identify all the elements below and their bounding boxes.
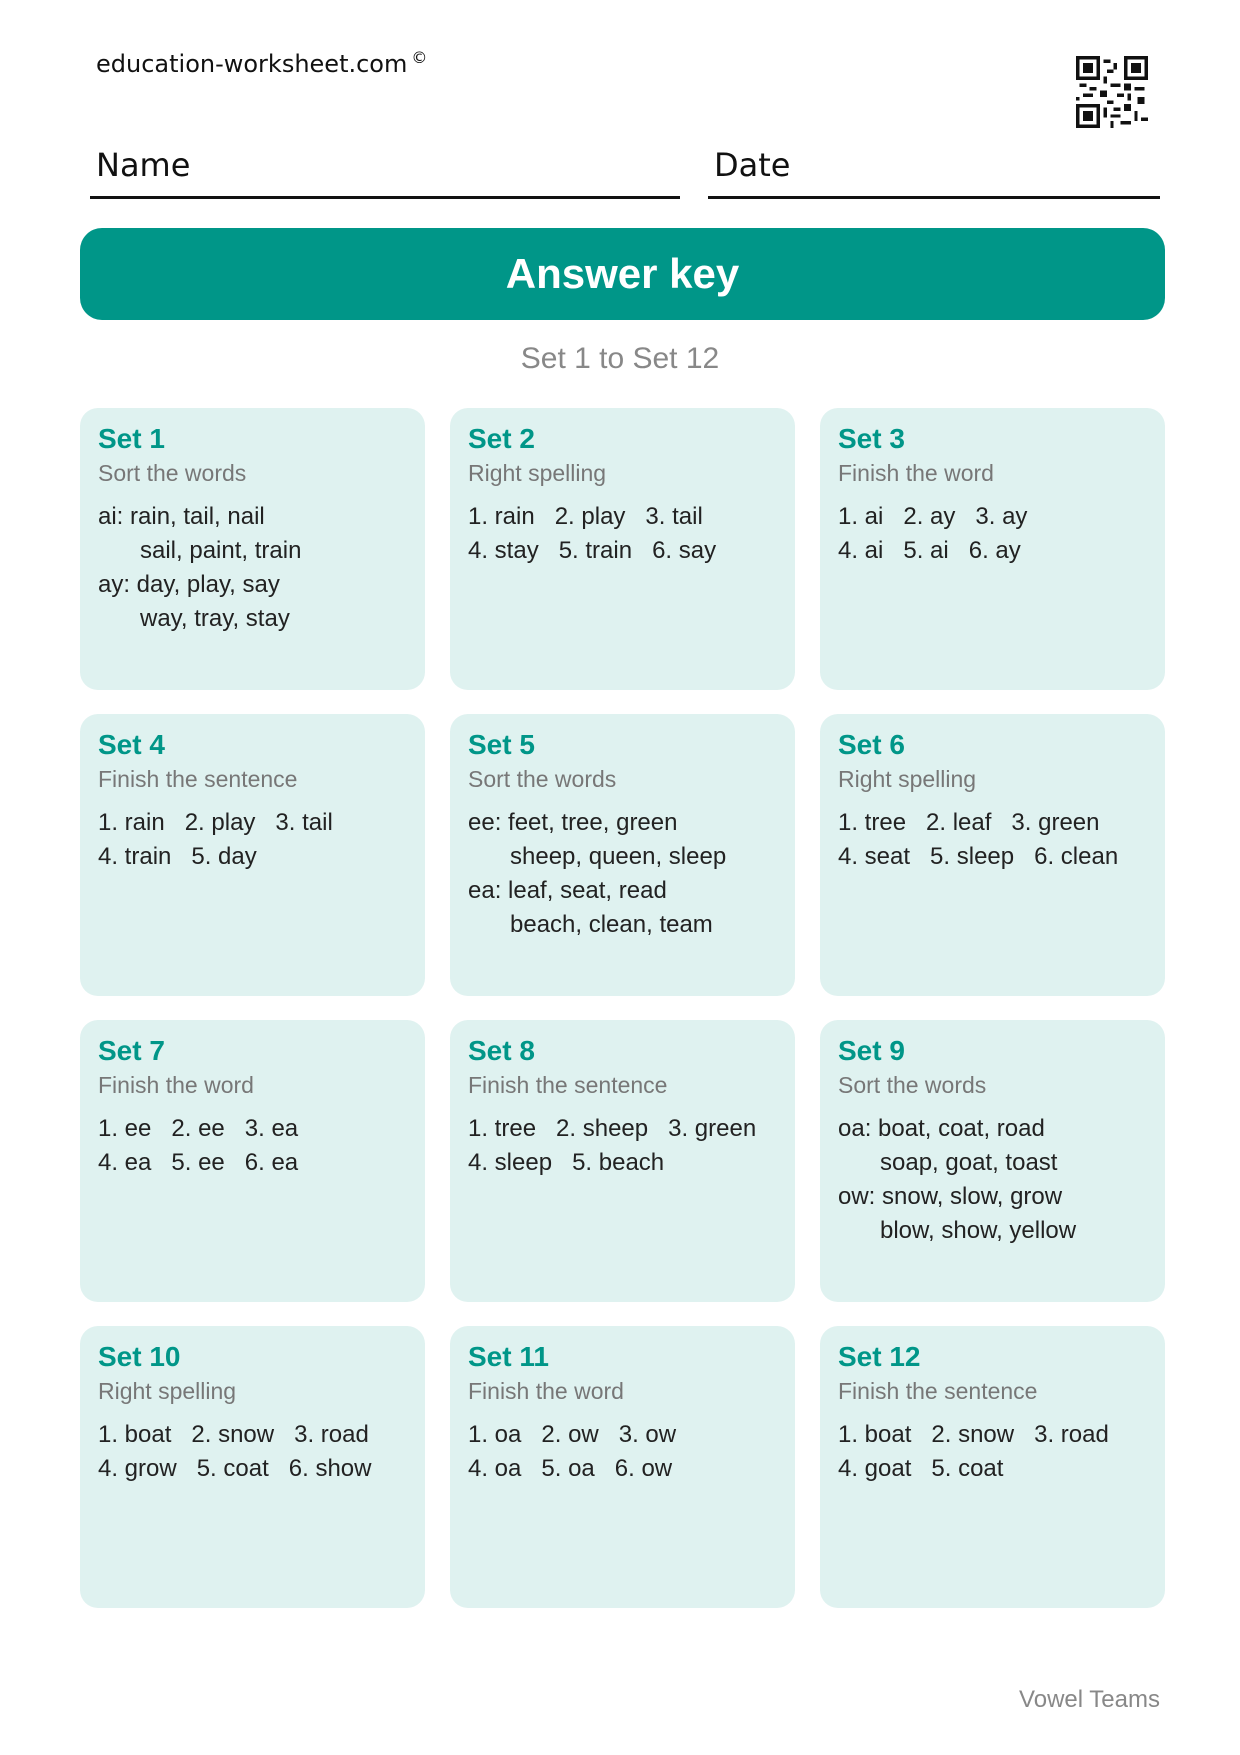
name-label: Name (96, 146, 191, 184)
set-task: Right spelling (98, 1378, 237, 1404)
answer-key-banner (80, 228, 1165, 320)
answer-line: 1. rain 2. play 3. tail (98, 809, 333, 836)
answer-line: soap, goat, toast (880, 1149, 1058, 1176)
answer-line: ee: feet, tree, green (468, 809, 678, 836)
answer-line: 4. ai 5. ai 6. ay (838, 537, 1021, 564)
answer-line: 1. tree 2. leaf 3. green (838, 809, 1100, 836)
set-card (820, 408, 1165, 690)
set-title: Set 12 (838, 1341, 921, 1372)
set-title: Set 8 (468, 1035, 535, 1066)
set-title: Set 4 (98, 729, 165, 760)
set-card (80, 408, 425, 690)
date-label: Date (714, 146, 791, 184)
answer-line: 1. tree 2. sheep 3. green (468, 1115, 757, 1142)
set-card (450, 408, 795, 690)
answer-line: 4. seat 5. sleep 6. clean (838, 843, 1119, 870)
set-title: Set 10 (98, 1341, 181, 1372)
answer-line: ai: rain, tail, nail (98, 503, 265, 530)
answer-line: 1. ee 2. ee 3. ea (98, 1115, 299, 1142)
set-task: Finish the word (838, 460, 994, 486)
answer-line: ea: leaf, seat, read (468, 877, 667, 904)
set-card (820, 714, 1165, 996)
answer-line: 4. train 5. day (98, 843, 257, 870)
set-title: Set 5 (468, 729, 535, 760)
answer-line: 4. sleep 5. beach (468, 1149, 665, 1176)
answer-line: ay: day, play, say (98, 571, 280, 598)
answer-line: 4. grow 5. coat 6. show (98, 1455, 372, 1482)
set-task: Finish the sentence (98, 766, 298, 792)
answer-line: way, tray, stay (140, 605, 290, 632)
site-name (96, 48, 427, 78)
answer-line: blow, show, yellow (880, 1217, 1077, 1244)
copyright-symbol: © (411, 48, 428, 67)
answer-line: sheep, queen, sleep (510, 843, 727, 870)
set-card (820, 1326, 1165, 1608)
set-card (80, 714, 425, 996)
set-task: Finish the word (468, 1378, 624, 1404)
footer-label: Vowel Teams (1019, 1686, 1160, 1713)
answer-line: 4. goat 5. coat (838, 1455, 1004, 1482)
set-title: Set 11 (468, 1341, 549, 1372)
set-task: Finish the sentence (468, 1072, 668, 1098)
set-task: Sort the words (468, 766, 617, 792)
answer-line: 4. oa 5. oa 6. ow (468, 1455, 673, 1482)
set-title: Set 6 (838, 729, 905, 760)
answer-line: sail, paint, train (140, 537, 302, 564)
banner-title: Answer key (505, 250, 740, 297)
page-subtitle: Set 1 to Set 12 (520, 342, 720, 375)
set-card (820, 1020, 1165, 1302)
answer-line: oa: boat, coat, road (838, 1115, 1045, 1142)
set-title: Set 7 (98, 1035, 165, 1066)
answer-line: 1. boat 2. snow 3. road (838, 1421, 1109, 1448)
set-task: Finish the word (98, 1072, 254, 1098)
set-task: Right spelling (468, 460, 607, 486)
answer-line: 1. oa 2. ow 3. ow (468, 1421, 677, 1448)
answer-line: 1. boat 2. snow 3. road (98, 1421, 369, 1448)
set-card (450, 1326, 795, 1608)
name-field[interactable] (90, 140, 680, 199)
set-task: Sort the words (98, 460, 247, 486)
set-card (450, 714, 795, 996)
set-title: Set 2 (468, 423, 535, 454)
set-card (80, 1326, 425, 1608)
answer-line: 4. stay 5. train 6. say (468, 537, 717, 564)
answer-line: beach, clean, team (510, 911, 713, 938)
answer-line: 1. ai 2. ay 3. ay (838, 503, 1028, 530)
set-card (450, 1020, 795, 1302)
set-task: Sort the words (838, 1072, 987, 1098)
set-card (80, 1020, 425, 1302)
answer-line: 4. ea 5. ee 6. ea (98, 1149, 299, 1176)
set-task: Finish the sentence (838, 1378, 1038, 1404)
answer-line: ow: snow, slow, grow (838, 1183, 1063, 1210)
date-field[interactable] (708, 140, 1160, 199)
set-title: Set 9 (838, 1035, 905, 1066)
set-title: Set 3 (838, 423, 905, 454)
answer-line: 1. rain 2. play 3. tail (468, 503, 703, 530)
qr-code-icon (1076, 56, 1148, 128)
site-label: education-worksheet.com (96, 50, 408, 78)
set-task: Right spelling (838, 766, 977, 792)
set-title: Set 1 (98, 423, 165, 454)
sets-grid (80, 408, 1165, 1608)
